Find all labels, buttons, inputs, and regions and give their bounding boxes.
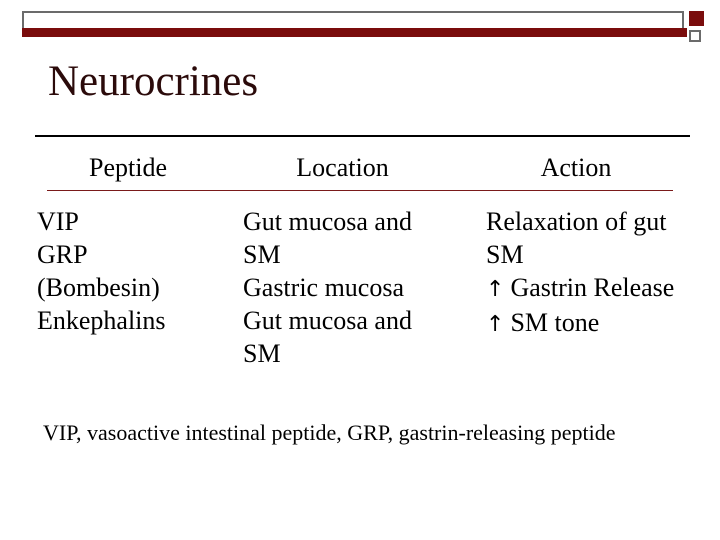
location-line: Gut mucosa and — [243, 306, 412, 335]
abbreviation-footnote: VIP, vasoactive intestinal peptide, GRP, gastrin-releasing peptide — [43, 420, 616, 445]
header-location: Location — [296, 153, 389, 182]
title-divider — [35, 135, 690, 137]
peptide-vip: VIP — [37, 207, 79, 236]
corner-square-filled — [689, 11, 704, 26]
peptide-enkephalins: Enkephalins — [37, 306, 166, 335]
up-arrow-icon: ↑ — [486, 277, 505, 302]
up-arrow-icon: ↑ — [486, 312, 505, 337]
location-line: Gastric mucosa — [243, 273, 405, 302]
action-line: Relaxation of gut — [486, 207, 667, 236]
peptide-grp: GRP — [37, 240, 88, 269]
location-column — [243, 205, 458, 370]
location-line: SM — [243, 240, 281, 269]
action-line — [486, 306, 716, 342]
action-text: SM tone — [510, 308, 600, 337]
corner-square-outline — [689, 30, 701, 42]
action-line — [486, 271, 716, 307]
header-peptide: Peptide — [89, 153, 167, 182]
action-line: SM — [486, 240, 524, 269]
header-divider — [47, 190, 673, 191]
location-line: SM — [243, 339, 281, 368]
header-action: Action — [540, 153, 612, 182]
top-accent-bar — [22, 28, 687, 37]
peptide-bombesin: (Bombesin) — [37, 273, 160, 302]
peptide-column — [37, 205, 232, 337]
location-line: Gut mucosa and — [243, 207, 412, 236]
action-text: Gastrin Release — [510, 273, 675, 302]
slide-title: Neurocrines — [48, 58, 259, 105]
action-column — [486, 205, 716, 341]
